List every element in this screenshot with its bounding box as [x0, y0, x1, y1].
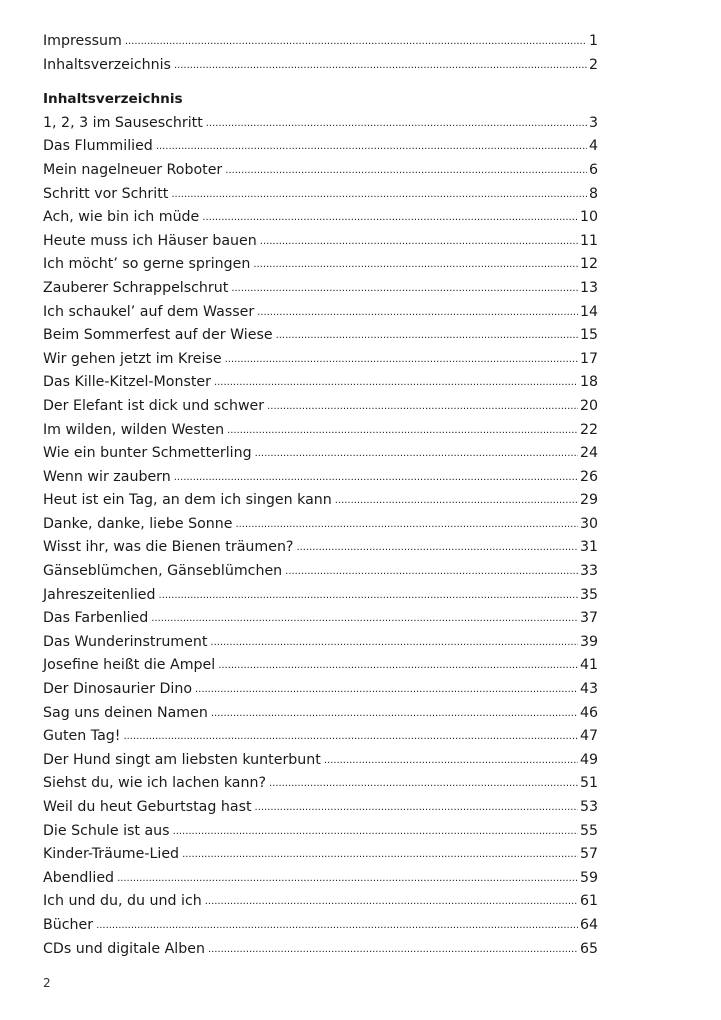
dot-leader — [117, 867, 578, 891]
toc-entry-title: Ach, wie bin ich müde — [43, 209, 200, 226]
dot-leader — [285, 560, 578, 584]
toc-entry-title: Heut ist ein Tag, an dem ich singen kann — [43, 492, 332, 509]
toc-entry — [43, 371, 598, 395]
dot-leader — [171, 183, 587, 207]
toc-entry-title: Josefine heißt die Ampel — [43, 657, 216, 674]
toc-entry-page: 8 — [588, 185, 598, 202]
toc-entry — [43, 867, 598, 891]
toc-entry-title: Im wilden, wilden Westen — [43, 421, 225, 438]
toc-entry-title: Ich schaukel’ auf dem Wasser — [43, 303, 255, 320]
front-matter-list — [43, 30, 598, 77]
dot-leader — [267, 395, 578, 419]
toc-entry — [43, 324, 598, 348]
toc-entry — [43, 54, 598, 78]
toc-entry — [43, 159, 598, 183]
toc-entry — [43, 796, 598, 820]
toc-entry-page: 20 — [579, 397, 598, 414]
toc-entry-title: Gänseblümchen, Gänseblümchen — [43, 563, 283, 580]
toc-entry-page: 10 — [579, 209, 598, 226]
table-of-contents-page — [43, 30, 598, 961]
toc-entry-page: 11 — [579, 232, 598, 249]
dot-leader — [231, 277, 578, 301]
dot-leader — [125, 30, 587, 54]
toc-entry — [43, 749, 598, 773]
toc-entry-title: Siehst du, wie ich lachen kann? — [43, 775, 267, 792]
toc-entry-page: 2 — [588, 56, 598, 73]
toc-entry — [43, 135, 598, 159]
toc-entry — [43, 843, 598, 867]
toc-entry — [43, 772, 598, 796]
toc-entry-title: Bücher — [43, 916, 94, 933]
toc-entry-title: Der Dinosaurier Dino — [43, 681, 192, 698]
toc-entry-title: Das Farbenlied — [43, 610, 149, 627]
toc-entry — [43, 395, 598, 419]
dot-leader — [211, 702, 578, 726]
dot-leader — [174, 54, 587, 78]
toc-entry — [43, 230, 598, 254]
dot-leader — [206, 112, 587, 136]
dot-leader — [255, 442, 578, 466]
toc-entry-title: Schritt vor Schritt — [43, 185, 169, 202]
toc-entry-page: 18 — [579, 374, 598, 391]
toc-entry-page: 39 — [579, 633, 598, 650]
toc-entry-title: Guten Tag! — [43, 728, 121, 745]
toc-entry — [43, 442, 598, 466]
toc-entry-title: 1, 2, 3 im Sauseschritt — [43, 114, 203, 131]
toc-entry-page: 51 — [579, 775, 598, 792]
toc-entry-page: 15 — [579, 327, 598, 344]
toc-entry-page: 55 — [579, 822, 598, 839]
toc-entry — [43, 489, 598, 513]
toc-entry-title: Die Schule ist aus — [43, 822, 170, 839]
toc-entry-page: 13 — [579, 279, 598, 296]
toc-entry — [43, 30, 598, 54]
toc-entry-title: Das Flummilied — [43, 138, 153, 155]
toc-entry-title: Weil du heut Geburtstag hast — [43, 799, 252, 815]
toc-entry — [43, 536, 598, 560]
dot-leader — [296, 536, 577, 560]
dot-leader — [210, 631, 578, 655]
toc-entry — [43, 277, 598, 301]
toc-entry — [43, 419, 598, 443]
dot-leader — [173, 820, 578, 844]
dot-leader — [260, 230, 578, 254]
toc-entry-page: 17 — [579, 350, 598, 367]
dot-leader — [225, 159, 587, 183]
toc-entry-page: 46 — [579, 704, 598, 721]
toc-entry-title: Wie ein bunter Schmetterling — [43, 445, 252, 462]
toc-entry-title: Wir gehen jetzt im Kreise — [43, 350, 222, 367]
dot-leader — [214, 371, 578, 395]
dot-leader — [123, 725, 577, 749]
toc-entry-page: 43 — [579, 681, 598, 698]
dot-leader — [257, 301, 578, 325]
toc-entry — [43, 914, 598, 938]
toc-entry — [43, 820, 598, 844]
toc-entry-title: Impressum — [43, 33, 122, 49]
dot-leader — [182, 843, 578, 867]
toc-list — [43, 112, 598, 961]
toc-entry-page: 14 — [579, 303, 598, 320]
dot-leader — [205, 890, 578, 914]
toc-entry-title: Inhaltsverzeichnis — [43, 56, 171, 73]
dot-leader — [202, 206, 578, 230]
toc-entry-title: Abendlied — [43, 869, 115, 886]
dot-leader — [218, 654, 578, 678]
toc-entry-title: Danke, danke, liebe Sonne — [43, 515, 233, 532]
dot-leader — [276, 324, 578, 348]
toc-entry-page: 26 — [579, 468, 598, 485]
toc-entry-page: 37 — [579, 610, 598, 627]
toc-entry-page: 1 — [588, 33, 598, 49]
toc-entry-title: Mein nagelneuer Roboter — [43, 161, 223, 178]
toc-entry-title: Wenn wir zaubern — [43, 468, 171, 485]
toc-entry — [43, 253, 598, 277]
toc-entry-title: Der Hund singt am liebsten kunterbunt — [43, 751, 321, 768]
toc-entry — [43, 631, 598, 655]
dot-leader — [174, 466, 578, 490]
toc-entry-page: 61 — [579, 893, 598, 910]
toc-entry — [43, 301, 598, 325]
toc-entry-title: Zauberer Schrappelschrut — [43, 279, 229, 296]
toc-entry — [43, 890, 598, 914]
toc-entry-page: 57 — [579, 846, 598, 863]
toc-entry — [43, 654, 598, 678]
toc-entry-page: 3 — [588, 114, 598, 131]
page-number: 2 — [43, 976, 51, 990]
toc-entry — [43, 678, 598, 702]
section-heading: Inhaltsverzeichnis — [43, 91, 183, 108]
toc-entry-title: Kinder-Träume-Lied — [43, 846, 180, 863]
toc-entry-title: Wisst ihr, was die Bienen träumen? — [43, 539, 294, 556]
dot-leader — [151, 607, 578, 631]
toc-entry-page: 53 — [579, 799, 598, 815]
dot-leader — [156, 135, 587, 159]
toc-entry — [43, 607, 598, 631]
toc-entry-page: 4 — [588, 138, 598, 155]
toc-entry-page: 65 — [579, 940, 598, 957]
dot-leader — [195, 678, 578, 702]
toc-entry-title: Jahreszeitenlied — [43, 586, 156, 603]
toc-entry — [43, 560, 598, 584]
toc-entry-title: Ich möcht’ so gerne springen — [43, 256, 251, 273]
toc-entry-page: 6 — [588, 161, 598, 178]
toc-entry-page: 35 — [579, 586, 598, 603]
dot-leader — [269, 772, 578, 796]
toc-entry-page: 59 — [579, 869, 598, 886]
dot-leader — [324, 749, 578, 773]
toc-entry-page: 24 — [579, 445, 598, 462]
toc-entry — [43, 348, 598, 372]
toc-entry-title: Der Elefant ist dick und schwer — [43, 397, 265, 414]
toc-entry — [43, 938, 598, 962]
toc-entry — [43, 725, 598, 749]
dot-leader — [253, 253, 578, 277]
dot-leader — [255, 796, 578, 820]
toc-entry-title: Ich und du, du und ich — [43, 893, 202, 910]
toc-entry-page: 49 — [579, 751, 598, 768]
toc-entry — [43, 112, 598, 136]
toc-entry-page: 41 — [579, 657, 598, 674]
dot-leader — [96, 914, 578, 938]
dot-leader — [159, 584, 578, 608]
toc-entry — [43, 584, 598, 608]
section-gap — [43, 77, 598, 88]
toc-entry-page: 64 — [579, 916, 598, 933]
toc-entry — [43, 513, 598, 537]
toc-entry — [43, 466, 598, 490]
toc-entry — [43, 183, 598, 207]
toc-entry-title: CDs und digitale Alben — [43, 940, 205, 957]
toc-entry-title: Das Kille-Kitzel-Monster — [43, 374, 211, 391]
toc-entry-page: 33 — [579, 563, 598, 580]
toc-entry-page: 22 — [579, 421, 598, 438]
toc-entry-page: 31 — [579, 539, 598, 556]
toc-entry-title: Sag uns deinen Namen — [43, 704, 208, 721]
toc-entry-title: Beim Sommerfest auf der Wiese — [43, 327, 273, 344]
toc-entry-page: 47 — [579, 728, 598, 745]
toc-entry-page: 30 — [579, 515, 598, 532]
dot-leader — [335, 489, 578, 513]
toc-entry-page: 12 — [579, 256, 598, 273]
toc-entry-title: Heute muss ich Häuser bauen — [43, 232, 257, 249]
dot-leader — [227, 419, 578, 443]
toc-entry — [43, 206, 598, 230]
toc-entry — [43, 702, 598, 726]
dot-leader — [208, 938, 578, 962]
toc-entry-page: 29 — [579, 492, 598, 509]
dot-leader — [235, 513, 577, 537]
toc-entry-title: Das Wunderinstrument — [43, 633, 208, 650]
dot-leader — [225, 348, 578, 372]
